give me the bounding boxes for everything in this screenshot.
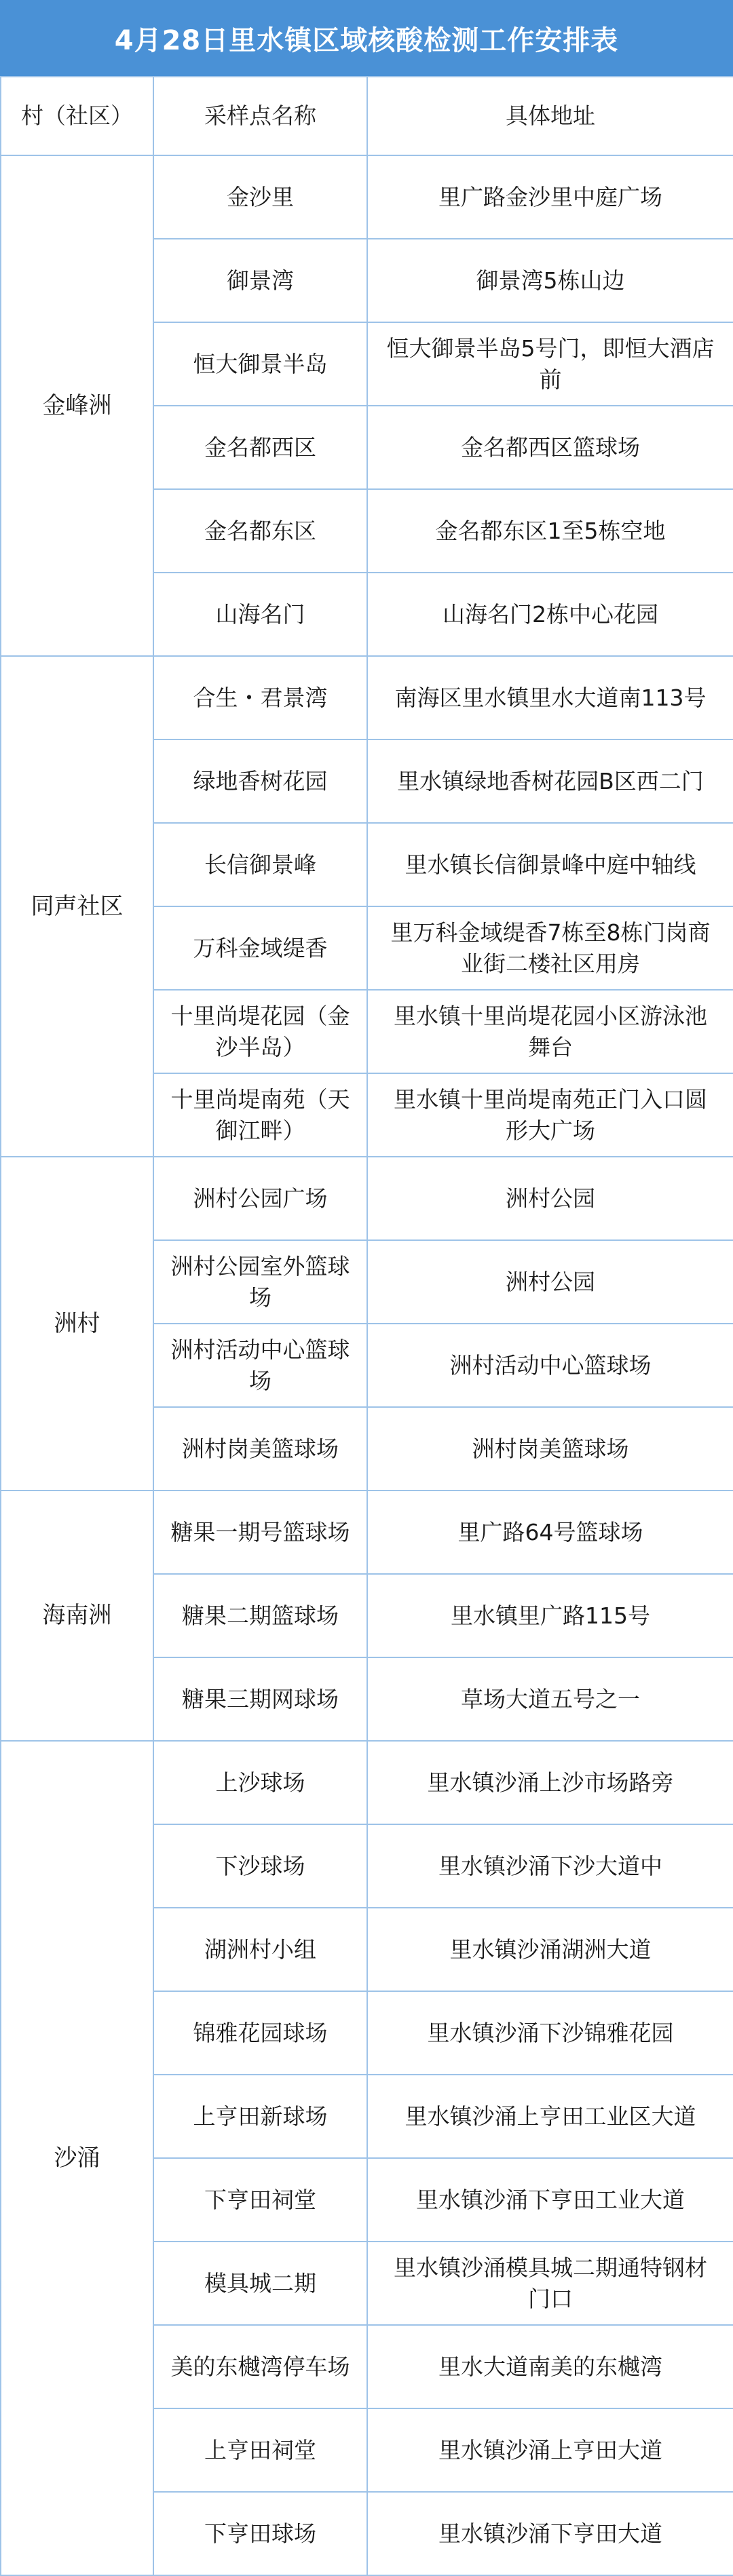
site-name-cell: 美的东樾湾停车场 [153,2325,367,2408]
site-name-cell: 锦雅花园球场 [153,1991,367,2075]
site-name-cell: 下亨田球场 [153,2492,367,2575]
site-name-cell: 洲村活动中心篮球场 [153,1324,367,1407]
site-name-cell: 上沙球场 [153,1741,367,1824]
site-name-cell: 御景湾 [153,239,367,322]
village-cell: 同声社区 [1,656,153,1157]
site-name-cell: 绿地香树花园 [153,739,367,823]
header-address: 具体地址 [367,77,733,155]
site-name-cell: 金沙里 [153,155,367,239]
site-name-cell: 糖果一期号篮球场 [153,1491,367,1574]
site-name-cell: 十里尚堤南苑（天御江畔） [153,1073,367,1157]
table-row [1,656,733,739]
site-name-cell: 洲村公园室外篮球场 [153,1240,367,1324]
table-header [1,77,733,155]
address-cell: 里广路64号篮球场 [367,1491,733,1574]
site-name-cell: 下亨田祠堂 [153,2158,367,2242]
site-name-cell: 湖洲村小组 [153,1908,367,1991]
site-name-cell: 洲村岗美篮球场 [153,1407,367,1491]
address-cell: 里水镇长信御景峰中庭中轴线 [367,823,733,906]
site-name-cell: 长信御景峰 [153,823,367,906]
header-village: 村（社区） [1,77,153,155]
address-cell: 洲村公园 [367,1240,733,1324]
site-name-cell: 下沙球场 [153,1824,367,1908]
site-name-cell: 模具城二期 [153,2242,367,2325]
site-name-cell: 上亨田祠堂 [153,2408,367,2492]
site-name-cell: 万科金域缇香 [153,906,367,990]
address-cell: 里水镇里广路115号 [367,1574,733,1657]
address-cell: 草场大道五号之一 [367,1657,733,1741]
table-row [1,1741,733,1824]
address-cell: 洲村公园 [367,1157,733,1240]
address-cell: 里水镇沙涌下亨田工业大道 [367,2158,733,2242]
address-cell: 里水镇沙涌下亨田大道 [367,2492,733,2575]
village-cell: 沙涌 [1,1741,153,2575]
address-cell: 里万科金域缇香7栋至8栋门岗商业街二楼社区用房 [367,906,733,990]
address-cell: 里水镇沙涌湖洲大道 [367,1908,733,1991]
site-name-cell: 洲村公园广场 [153,1157,367,1240]
address-cell: 里水镇沙涌上亨田大道 [367,2408,733,2492]
table-row [1,1157,733,1240]
site-name-cell: 十里尚堤花园（金沙半岛） [153,990,367,1073]
address-cell: 洲村活动中心篮球场 [367,1324,733,1407]
site-name-cell: 糖果二期篮球场 [153,1574,367,1657]
site-name-cell: 金名都西区 [153,406,367,489]
address-cell: 里水镇沙涌上沙市场路旁 [367,1741,733,1824]
address-cell: 里水镇沙涌下沙锦雅花园 [367,1991,733,2075]
site-name-cell: 糖果三期网球场 [153,1657,367,1741]
address-cell: 里水大道南美的东樾湾 [367,2325,733,2408]
site-name-cell: 合生・君景湾 [153,656,367,739]
site-name-cell: 恒大御景半岛 [153,322,367,406]
schedule-table [0,76,733,2576]
address-cell: 御景湾5栋山边 [367,239,733,322]
address-cell: 恒大御景半岛5号门，即恒大酒店前 [367,322,733,406]
address-cell: 里水镇沙涌上亨田工业区大道 [367,2075,733,2158]
address-cell: 里水镇绿地香树花园B区西二门 [367,739,733,823]
village-cell: 金峰洲 [1,155,153,656]
address-cell: 里水镇沙涌模具城二期通特钢材门口 [367,2242,733,2325]
table-row [1,155,733,239]
site-name-cell: 山海名门 [153,573,367,656]
header-site-name: 采样点名称 [153,77,367,155]
header-row [1,77,733,155]
address-cell: 里水镇沙涌下沙大道中 [367,1824,733,1908]
address-cell: 里水镇十里尚堤花园小区游泳池舞台 [367,990,733,1073]
table-body [1,155,733,2575]
address-cell: 里水镇十里尚堤南苑正门入口圆形大广场 [367,1073,733,1157]
village-cell: 洲村 [1,1157,153,1491]
address-cell: 南海区里水镇里水大道南113号 [367,656,733,739]
site-name-cell: 金名都东区 [153,489,367,573]
address-cell: 里广路金沙里中庭广场 [367,155,733,239]
address-cell: 洲村岗美篮球场 [367,1407,733,1491]
site-name-cell: 上亨田新球场 [153,2075,367,2158]
page-title: 4月28日里水镇区域核酸检测工作安排表 [0,0,733,76]
address-cell: 金名都西区篮球场 [367,406,733,489]
table-row [1,1491,733,1574]
address-cell: 山海名门2栋中心花园 [367,573,733,656]
address-cell: 金名都东区1至5栋空地 [367,489,733,573]
village-cell: 海南洲 [1,1491,153,1741]
